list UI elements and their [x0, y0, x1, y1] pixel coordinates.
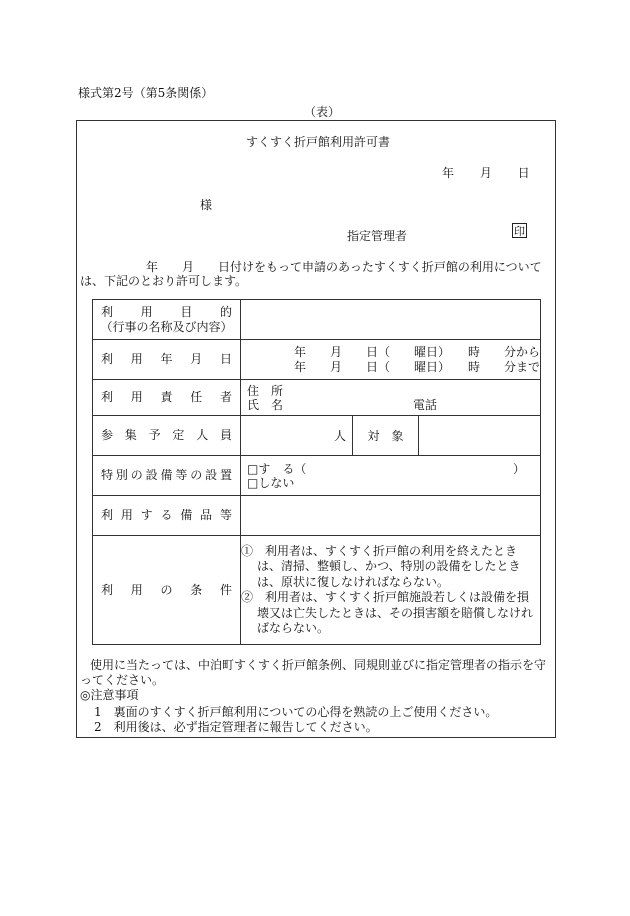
date-from: 年 月 日（ 曜日） 時 分から	[294, 344, 541, 359]
conditions-label-cell	[93, 536, 241, 645]
responsible-label: 利用責任者	[101, 390, 232, 404]
date-row	[93, 340, 541, 380]
purpose-value[interactable]	[241, 300, 541, 340]
option-yes-close: ）	[513, 461, 526, 476]
notes-heading: ◎注意事項	[80, 688, 139, 702]
document-title: すくすく折戸館利用許可書	[246, 135, 391, 149]
responsible-value-cell[interactable]	[241, 380, 541, 416]
side-label: （表）	[304, 105, 341, 119]
supplies-label-cell	[93, 496, 241, 536]
option-yes[interactable]: □す る（	[247, 461, 307, 476]
intro-line-2: は、下記のとおり許可します。	[80, 274, 248, 288]
designated-manager-label: 指定管理者	[347, 229, 408, 243]
people-unit: 人	[333, 429, 346, 443]
date-label-cell	[93, 340, 241, 380]
equipment-install-value-cell[interactable]	[241, 456, 541, 496]
purpose-row	[93, 300, 541, 340]
equipment-install-label-cell	[93, 456, 241, 496]
condition-item: ① 利用者は、すくすく折戸館の利用を終えたときは、清掃、整頓し、かつ、特別の設備をしたときは、原状に復しなければならない。	[241, 543, 521, 589]
equipment-install-label: 特別の設備等の設置	[101, 468, 232, 482]
responsible-label-cell	[93, 380, 241, 416]
issue-date-line: 年 月 日	[442, 166, 530, 180]
date-label: 利用年月日	[101, 352, 232, 366]
seal-mark: 印	[514, 225, 525, 238]
purpose-sublabel: （行事の名称及び内容）	[100, 319, 233, 334]
usage-note-line-2: ってください。	[80, 673, 165, 687]
purpose-label: 利用目的	[101, 304, 232, 319]
target-value[interactable]	[419, 416, 541, 456]
conditions-cell	[241, 536, 541, 645]
conditions-row	[93, 536, 541, 645]
supplies-row	[93, 496, 541, 536]
name-label: 氏 名	[247, 397, 284, 412]
addressee-suffix: 様	[200, 198, 213, 212]
option-no[interactable]: □しない	[247, 475, 295, 490]
date-value-cell[interactable]	[241, 340, 541, 380]
purpose-label-cell	[93, 300, 241, 340]
attendees-row	[93, 416, 541, 456]
intro-line-1: 年 月 日付けをもって申請のあったすくすく折戸館の利用について	[146, 260, 542, 274]
attendees-label-cell	[93, 416, 241, 456]
date-to: 年 月 日（ 曜日） 時 分まで	[294, 359, 541, 374]
supplies-label: 利用する備品等	[101, 508, 232, 522]
equipment-install-row	[93, 456, 541, 496]
supplies-value[interactable]	[241, 496, 541, 536]
attendees-value[interactable]	[241, 416, 353, 456]
note-item-1: 1 裏面のすくすく折戸館利用についての心得を熟読の上ご使用ください。	[94, 705, 498, 719]
note-item-2: 2 利用後は、必ず指定管理者に報告してください。	[94, 720, 378, 734]
target-label: 対 象	[353, 416, 419, 456]
conditions-label: 利用の条件	[101, 582, 232, 597]
form-number-label: 様式第2号（第5条関係）	[78, 86, 214, 100]
condition-item: ② 利用者は、すくすく折戸館施設若しくは設備を損壊又は亡失したときは、その損害額を賠償しなければならない。	[241, 590, 534, 635]
responsible-row	[93, 380, 541, 416]
attendees-label: 参集予定人員	[101, 428, 232, 442]
address-label: 住 所	[247, 383, 284, 398]
permit-table	[92, 299, 541, 645]
phone-label: 電話	[413, 397, 438, 412]
usage-note-line-1: 使用に当たっては、中泊町すくすく折戸館条例、同規則並びに指定管理者の指示を守	[90, 658, 547, 672]
